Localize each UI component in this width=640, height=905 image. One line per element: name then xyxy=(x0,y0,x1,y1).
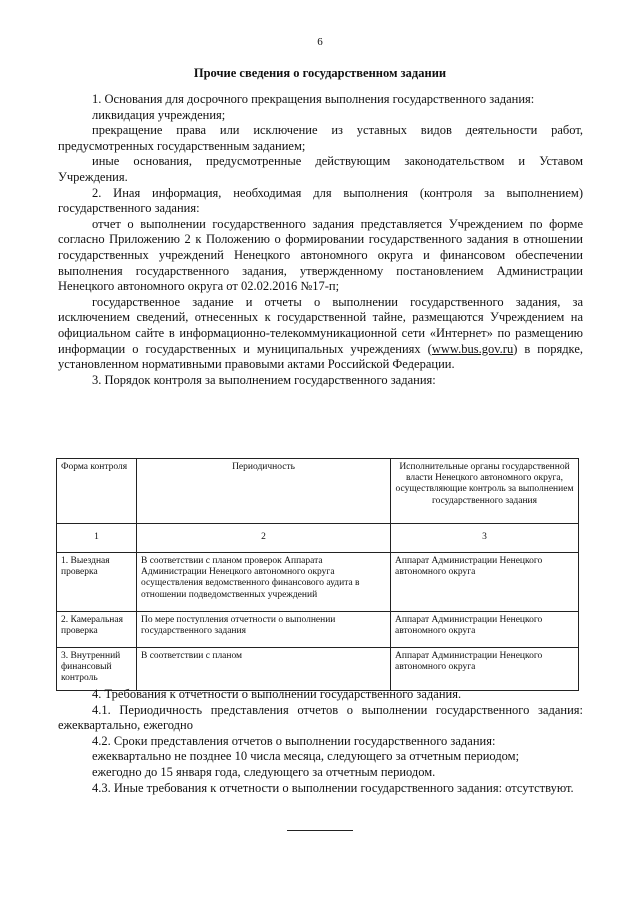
section4-1: 4.1. Периодичность представления отчетов о выполнении государственного задания: ежеквартально, ежегодно xyxy=(58,702,583,733)
table-cell: В соответствии с планом проверок Аппарата Администрации Ненецкого автономного округа осуществления ведомственного финансового аудита в отношении подведомственных учреждений xyxy=(137,553,391,612)
section4-2-annual: ежегодно до 15 января года, следующего за отчетным периодом. xyxy=(92,764,436,779)
section1-item: ликвидация учреждения; xyxy=(92,107,226,122)
column-number: 3 xyxy=(391,524,579,553)
control-table xyxy=(56,458,579,691)
table-cell: Аппарат Администрации Ненецкого автономного округа xyxy=(391,612,579,648)
table-cell: 1. Выездная проверка xyxy=(57,553,137,612)
table-cell: 2. Камеральная проверка xyxy=(57,612,137,648)
section1-item: иные основания, предусмотренные действующим законодательством и Уставом Учреждения. xyxy=(58,154,583,184)
table-cell: 3. Внутренний финансовый контроль xyxy=(57,648,137,691)
footer-divider xyxy=(287,830,353,831)
table-cell: Аппарат Администрации Ненецкого автономного округа xyxy=(391,553,579,612)
table-number-row xyxy=(57,524,579,553)
publication-text-start: государственное задание и отчеты о выполнении государственного задания, за исключением сведений, отнесенных к государственной тайне, размещаются Учреждением на официальном сайте в информационно-телекоммуникационной сети «Интернет» по размещению информации о государственных и муниципальных учреждениях ( xyxy=(58,294,583,356)
section-title: Прочие сведения о государственном задании xyxy=(193,66,447,80)
section4-heading: 4. Требования к отчетности о выполнении государственного задания. xyxy=(92,687,462,701)
table-row xyxy=(57,553,579,612)
header-executive-bodies: Исполнительные органы государственной власти Ненецкого автономного округа, осуществляющие контроль за выполнением государственного задания xyxy=(391,459,579,524)
body-text-lower xyxy=(58,687,583,796)
table-row xyxy=(57,612,579,648)
table-header-row xyxy=(57,459,579,524)
header-control-form: Форма контроля xyxy=(57,459,137,524)
body-text-upper xyxy=(58,92,583,388)
section4-3: 4.3. Иные требования к отчетности о выполнении государственного задания: отсутствуют. xyxy=(92,780,574,795)
section4-2: 4.2. Сроки представления отчетов о выполнении государственного задания: xyxy=(92,733,496,748)
section1-heading: 1. Основания для досрочного прекращения выполнения государственного задания: xyxy=(92,92,535,106)
section1-item: прекращение права или исключение из уставных видов деятельности работ, предусмотренных государственным заданием; xyxy=(58,123,583,153)
bus-gov-link[interactable]: www.bus.gov.ru xyxy=(431,341,514,356)
section4-2-quarterly: ежеквартально не позднее 10 числа месяца, следующего за отчетным периодом; xyxy=(92,749,520,764)
column-number: 1 xyxy=(57,524,137,553)
table-cell: По мере поступления отчетности о выполнении государственного задания xyxy=(137,612,391,648)
section2-para-report: отчет о выполнении государственного задания представляется Учреждением по форме согласно Приложению 2 к Положению о формировании государственного задания в отношении государственных учреждений Ненецкого автономного округа и финансовом обеспечении выполнения государственного задания, утвержденному постановлением Администрации Ненецкого автономного округа от 02.02.2016 №17-п; xyxy=(58,216,583,294)
table-row xyxy=(57,648,579,691)
section3-heading: 3. Порядок контроля за выполнением государственного задания: xyxy=(92,372,436,387)
table-cell: Аппарат Администрации Ненецкого автономного округа xyxy=(391,648,579,691)
header-periodicity: Периодичность xyxy=(137,459,391,524)
column-number: 2 xyxy=(137,524,391,553)
publication-text-end: ) в порядке, установленном нормативными правовыми актами Российской Федерации. xyxy=(58,341,583,372)
section2-para-publication xyxy=(58,295,583,373)
page-number: 6 xyxy=(317,36,323,48)
table-cell: В соответствии с планом xyxy=(137,648,391,691)
section2-heading: 2. Иная информация, необходимая для выполнения (контроля за выполнением) государственного задания: xyxy=(58,185,583,216)
